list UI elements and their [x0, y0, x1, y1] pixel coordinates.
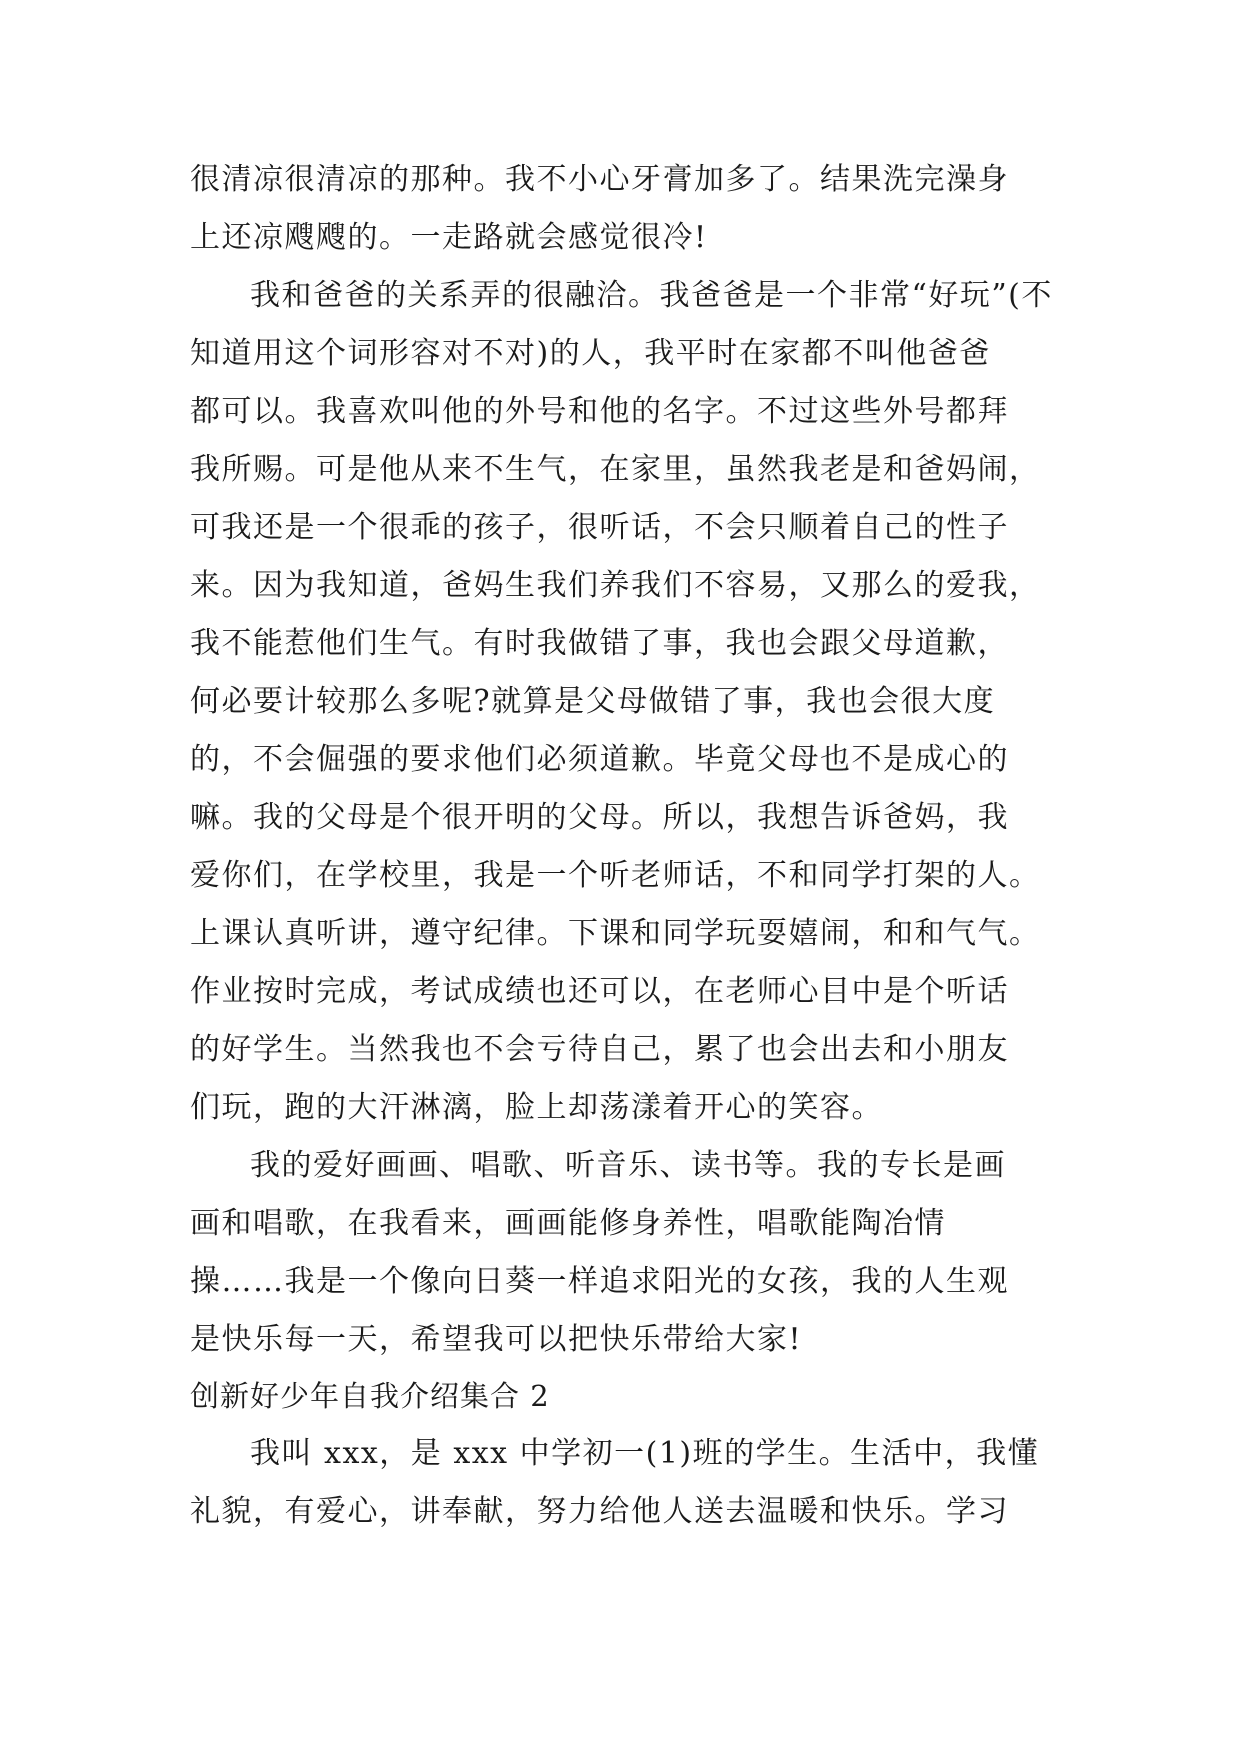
- text-line: 们玩，跑的大汗淋漓，脸上却荡漾着开心的笑容。: [190, 1090, 883, 1125]
- text-line: 的，不会倔强的要求他们必须道歉。毕竟父母也不是成心的: [190, 742, 1009, 777]
- text-line: 画和唱歌，在我看来，画画能修身养性，唱歌能陶冶情: [190, 1206, 946, 1241]
- text-line: 我所赐。可是他从来不生气，在家里，虽然我老是和爸妈闹，: [190, 452, 1041, 487]
- text-line: 礼貌，有爱心，讲奉献，努力给他人送去温暖和快乐。学习: [190, 1494, 1009, 1529]
- text-line: 操……我是一个像向日葵一样追求阳光的女孩，我的人生观: [190, 1264, 1009, 1299]
- text-line: 都可以。我喜欢叫他的外号和他的名字。不过这些外号都拜: [190, 394, 1009, 429]
- text-line: 很清凉很清凉的那种。我不小心牙膏加多了。结果洗完澡身: [190, 162, 1009, 197]
- paragraph-first-line: 我和爸爸的关系弄的很融洽。我爸爸是一个非常“好玩”(不: [250, 278, 1053, 313]
- text-line: 上课认真听讲，遵守纪律。下课和同学玩耍嬉闹，和和气气。: [190, 916, 1041, 951]
- text-line: 来。因为我知道，爸妈生我们养我们不容易，又那么的爱我，: [190, 568, 1041, 603]
- text-line: 的好学生。当然我也不会亏待自己，累了也会出去和小朋友: [190, 1032, 1009, 1067]
- section-heading: 创新好少年自我介绍集合 2: [190, 1379, 550, 1413]
- text-line: 嘛。我的父母是个很开明的父母。所以，我想告诉爸妈，我: [190, 800, 1009, 835]
- text-line: 上还凉飕飕的。一走路就会感觉很冷!: [190, 220, 708, 255]
- paragraph-first-line: 我的爱好画画、唱歌、听音乐、读书等。我的专长是画: [250, 1148, 1006, 1183]
- text-line: 作业按时完成，考试成绩也还可以，在老师心目中是个听话: [190, 974, 1009, 1009]
- text-line: 是快乐每一天，希望我可以把快乐带给大家!: [190, 1322, 803, 1357]
- text-line: 知道用这个词形容对不对)的人，我平时在家都不叫他爸爸: [190, 336, 991, 371]
- text-line: 我不能惹他们生气。有时我做错了事，我也会跟父母道歉，: [190, 626, 1009, 661]
- text-line: 可我还是一个很乖的孩子，很听话，不会只顺着自己的性子: [190, 510, 1009, 545]
- paragraph-first-line: 我叫 xxx，是 xxx 中学初一(1)班的学生。生活中，我懂: [250, 1436, 1040, 1471]
- text-line: 爱你们，在学校里，我是一个听老师话，不和同学打架的人。: [190, 858, 1041, 893]
- text-line: 何必要计较那么多呢?就算是父母做错了事，我也会很大度: [190, 684, 996, 719]
